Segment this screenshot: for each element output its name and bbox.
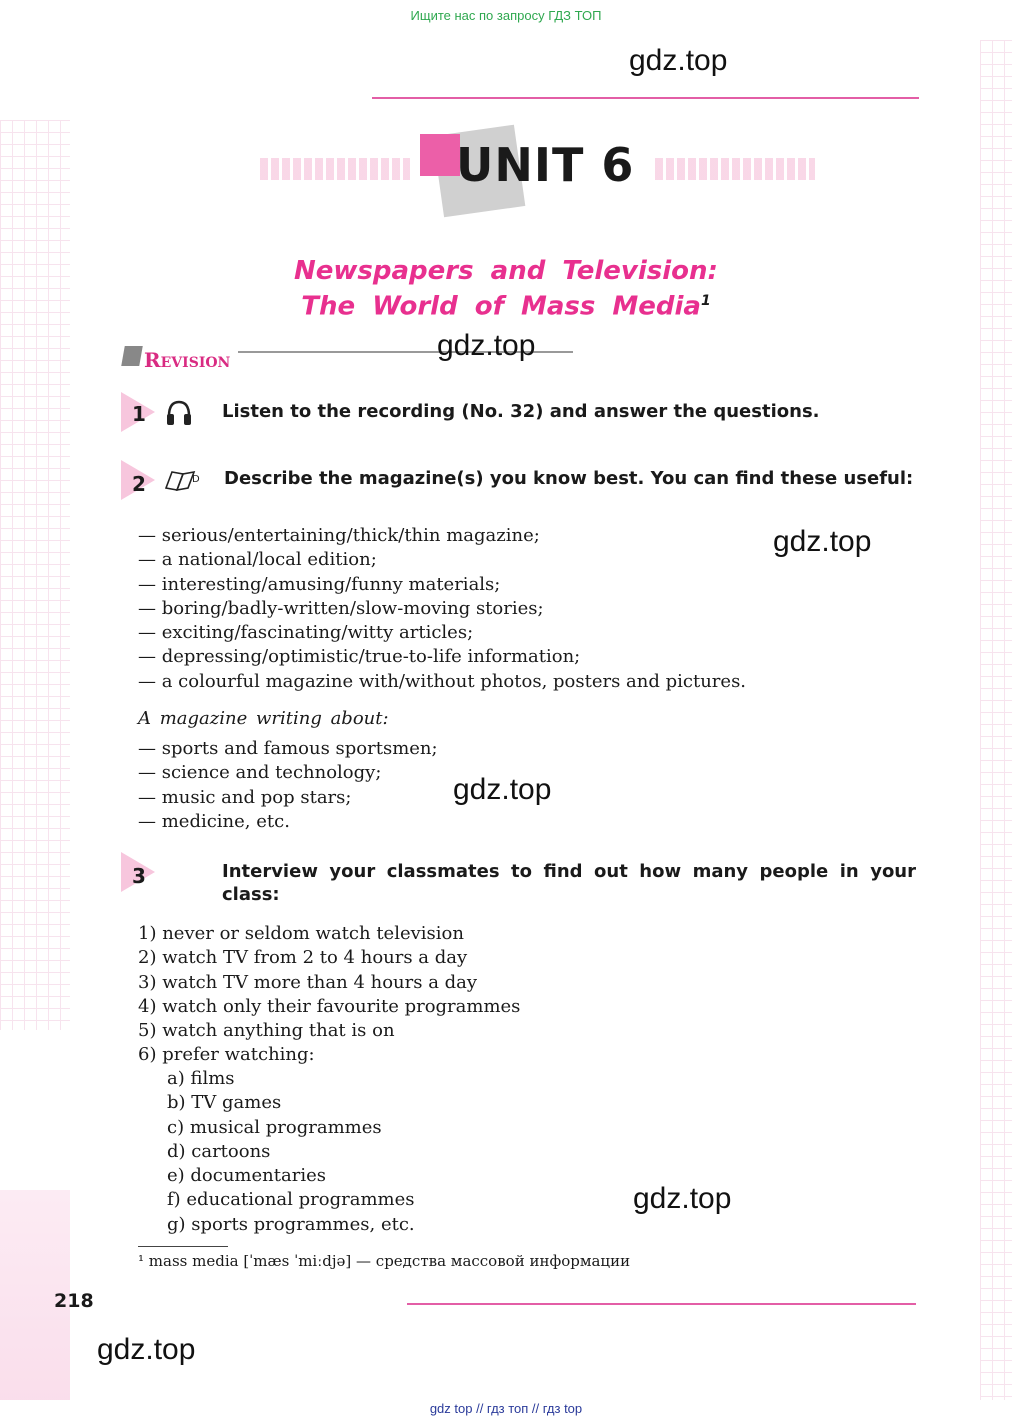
footer-rule	[407, 1303, 916, 1305]
task-3-text: Interview your classmates to find out how many people in your class:	[222, 861, 916, 905]
title-line-1: Newspapers and Television:	[294, 256, 718, 286]
list-item: — a national/local edition;	[138, 549, 377, 571]
task-3-list	[138, 922, 520, 1068]
list-item: a) films	[167, 1068, 235, 1089]
footnote: ¹ mass media [ˈmæs ˈmiːdjə] — средства массовой информации	[138, 1252, 631, 1270]
list-item: — exciting/fascinating/witty articles;	[138, 622, 474, 644]
list-item: 5) watch anything that is on	[138, 1020, 395, 1042]
page-number: 218	[54, 1290, 94, 1312]
watermark: gdz.top	[453, 773, 552, 806]
list-item: — music and pop stars;	[138, 786, 352, 808]
watermark: gdz.top	[773, 525, 872, 558]
task-2-list	[138, 524, 746, 694]
list-item: g) sports programmes, etc.	[167, 1213, 415, 1235]
watermark: gdz.top	[629, 44, 728, 77]
list-item: 1) never or seldom watch television	[138, 923, 464, 944]
list-item: — a colourful magazine with/without photos, posters and pictures.	[138, 670, 747, 692]
list-item: b) TV games	[167, 1092, 282, 1114]
unit-bar-left	[260, 158, 410, 180]
list-item: — science and technology;	[138, 762, 382, 784]
top-banner[interactable]: Ищите нас по запросу ГДЗ ТОП	[410, 8, 602, 23]
list-item: — boring/badly-written/slow-moving stories;	[138, 597, 544, 619]
watermark: gdz.top	[437, 329, 536, 362]
section-heading: Revision	[144, 348, 231, 372]
list-item: — medicine, etc.	[138, 810, 290, 832]
title-line-2: The World of Mass Media	[301, 291, 701, 322]
watermark: gdz.top	[97, 1333, 196, 1366]
svg-text:D: D	[192, 474, 200, 485]
list-item: — interesting/amusing/funny materials;	[138, 573, 501, 595]
book-icon	[164, 468, 202, 492]
list-item: — sports and famous sportsmen;	[138, 738, 438, 759]
list-item: — serious/entertaining/thick/thin magazine;	[138, 525, 540, 546]
headphones-icon	[164, 398, 194, 428]
list-item: f) educational programmes	[167, 1189, 415, 1211]
list-item: — depressing/optimistic/true-to-life information;	[138, 646, 581, 668]
list-item: d) cartoons	[167, 1140, 271, 1162]
unit-title: UNIT 6	[456, 138, 635, 192]
task-2-text: Describe the magazine(s) you know best. You can find these useful:	[224, 468, 914, 489]
task-3-sublist	[167, 1067, 415, 1237]
task-3-number: 3	[132, 864, 146, 888]
footnote-rule	[138, 1246, 228, 1247]
list-item: 6) prefer watching:	[138, 1044, 315, 1066]
right-decoration	[980, 40, 1012, 1400]
list-item: 3) watch TV more than 4 hours a day	[138, 971, 478, 993]
watermark: gdz.top	[633, 1182, 732, 1215]
title-footnote-mark: 1	[700, 293, 711, 309]
list-item: c) musical programmes	[167, 1116, 382, 1138]
header-rule	[372, 97, 919, 99]
list-item: 2) watch TV from 2 to 4 hours a day	[138, 947, 468, 969]
unit-logo-pink	[420, 134, 460, 176]
task-1-number: 1	[132, 402, 146, 426]
task-2-list-2	[138, 737, 438, 834]
bottom-links[interactable]: gdz top // гдз топ // гдз top	[429, 1401, 583, 1416]
task-2-subheading: A magazine writing about:	[138, 708, 389, 729]
list-item: e) documentaries	[167, 1165, 326, 1187]
task-2-number: 2	[132, 472, 146, 496]
unit-bar-right	[655, 158, 815, 180]
list-item: 4) watch only their favourite programmes	[138, 995, 521, 1017]
task-1-text: Listen to the recording (No. 32) and answer the questions.	[222, 401, 820, 422]
revision-mark	[121, 346, 143, 366]
page-title	[0, 256, 1012, 322]
